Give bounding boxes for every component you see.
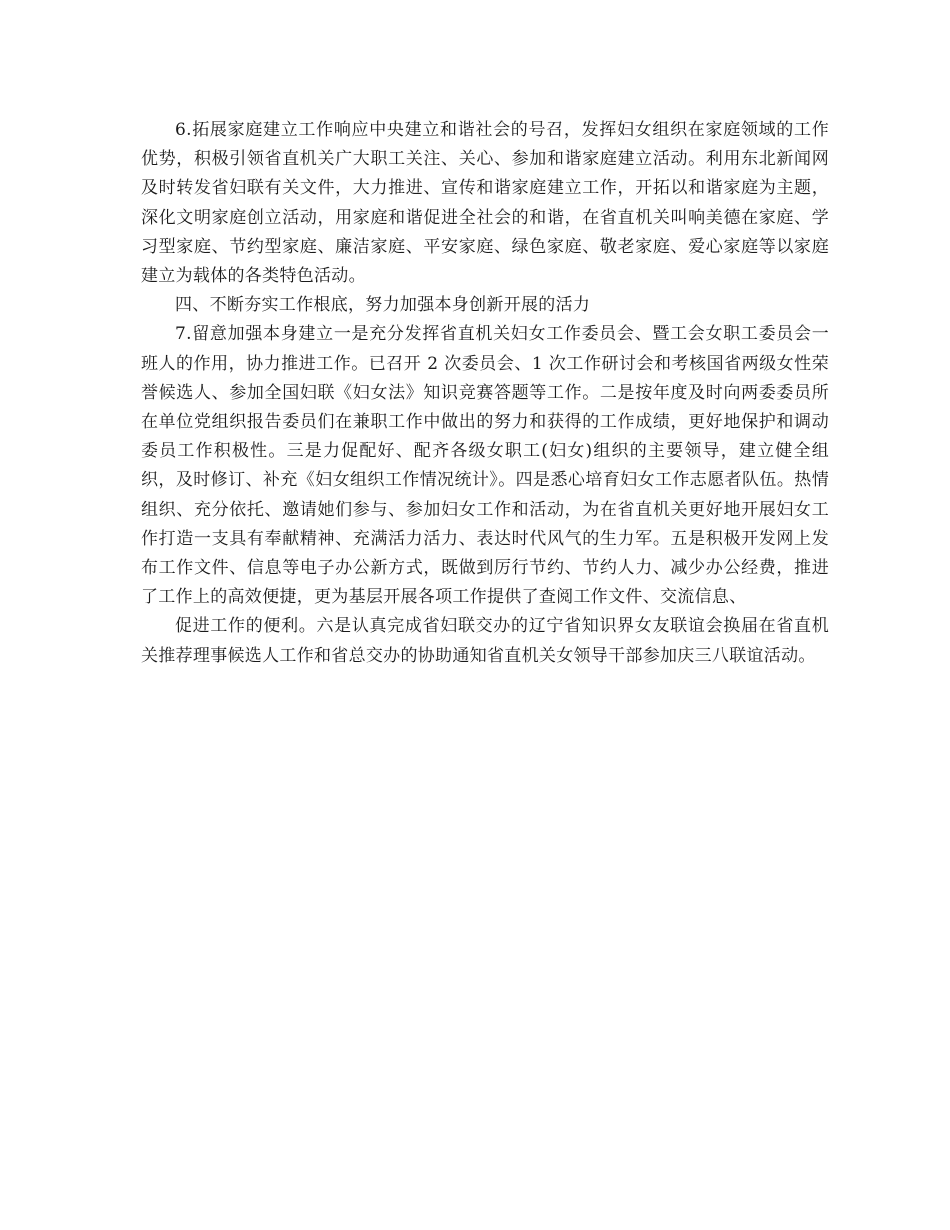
document-body <box>141 116 829 671</box>
paragraph-convenience: 促进工作的便利。六是认真完成省妇联交办的辽宁省知识界女友联谊会换届在省直机关推荐理事候选人工作和省总交办的协助通知省直机关女领导干部参加庆三八联谊活动。 <box>141 616 829 666</box>
paragraph-self-building: 7.留意加强本身建立一是充分发挥省直机关妇女工作委员会、暨工会女职工委员会一班人的作用，协力推进工作。已召开 2 次委员会、1 次工作研讨会和考核国省两级女性荣誉候选人、参加全国妇联《妇女法》知识竞赛答题等工作。二是按年度及时向两委委员所在单位党组织报告委员们在兼职工作中做出的努力和获得的工作成绩，更好地保护和调动委员工作积极性。三是力促配好、配齐各级女职工(妇女)组织的主要领导，建立健全组织，及时修订、补充《妇女组织工作情况统计》。四是悉心培育妇女工作志愿者队伍。热情组织、充分依托、邀请她们参与、参加妇女工作和活动，为在省直机关更好地开展妇女工作打造一支具有奉献精神、充满活力活力、表达时代风气的生力军。五是积极开发网上发布工作文件、信息等电子办公新方式，既做到厉行节约、节约人力、减少办公经费，推进了工作上的高效便捷，更为基层开展各项工作提供了查阅工作文件、交流信息、 <box>141 324 829 608</box>
section-heading-four: 四、不断夯实工作根底，努力加强本身创新开展的活力 <box>175 295 591 316</box>
paragraph-family-building: 6.拓展家庭建立工作响应中央建立和谐社会的号召，发挥妇女组织在家庭领域的工作优势，积极引领省直机关广大职工关注、关心、参加和谐家庭建立活动。利用东北新闻网及时转发省妇联有关文件，大力推进、宣传和谐家庭建立工作，开拓以和谐家庭为主题，深化文明家庭创立活动，用家庭和谐促进全社会的和谐，在省直机关叫响美德在家庭、学习型家庭、节约型家庭、廉洁家庭、平安家庭、绿色家庭、敬老家庭、爱心家庭等以家庭建立为载体的各类特色活动。 <box>141 120 829 287</box>
